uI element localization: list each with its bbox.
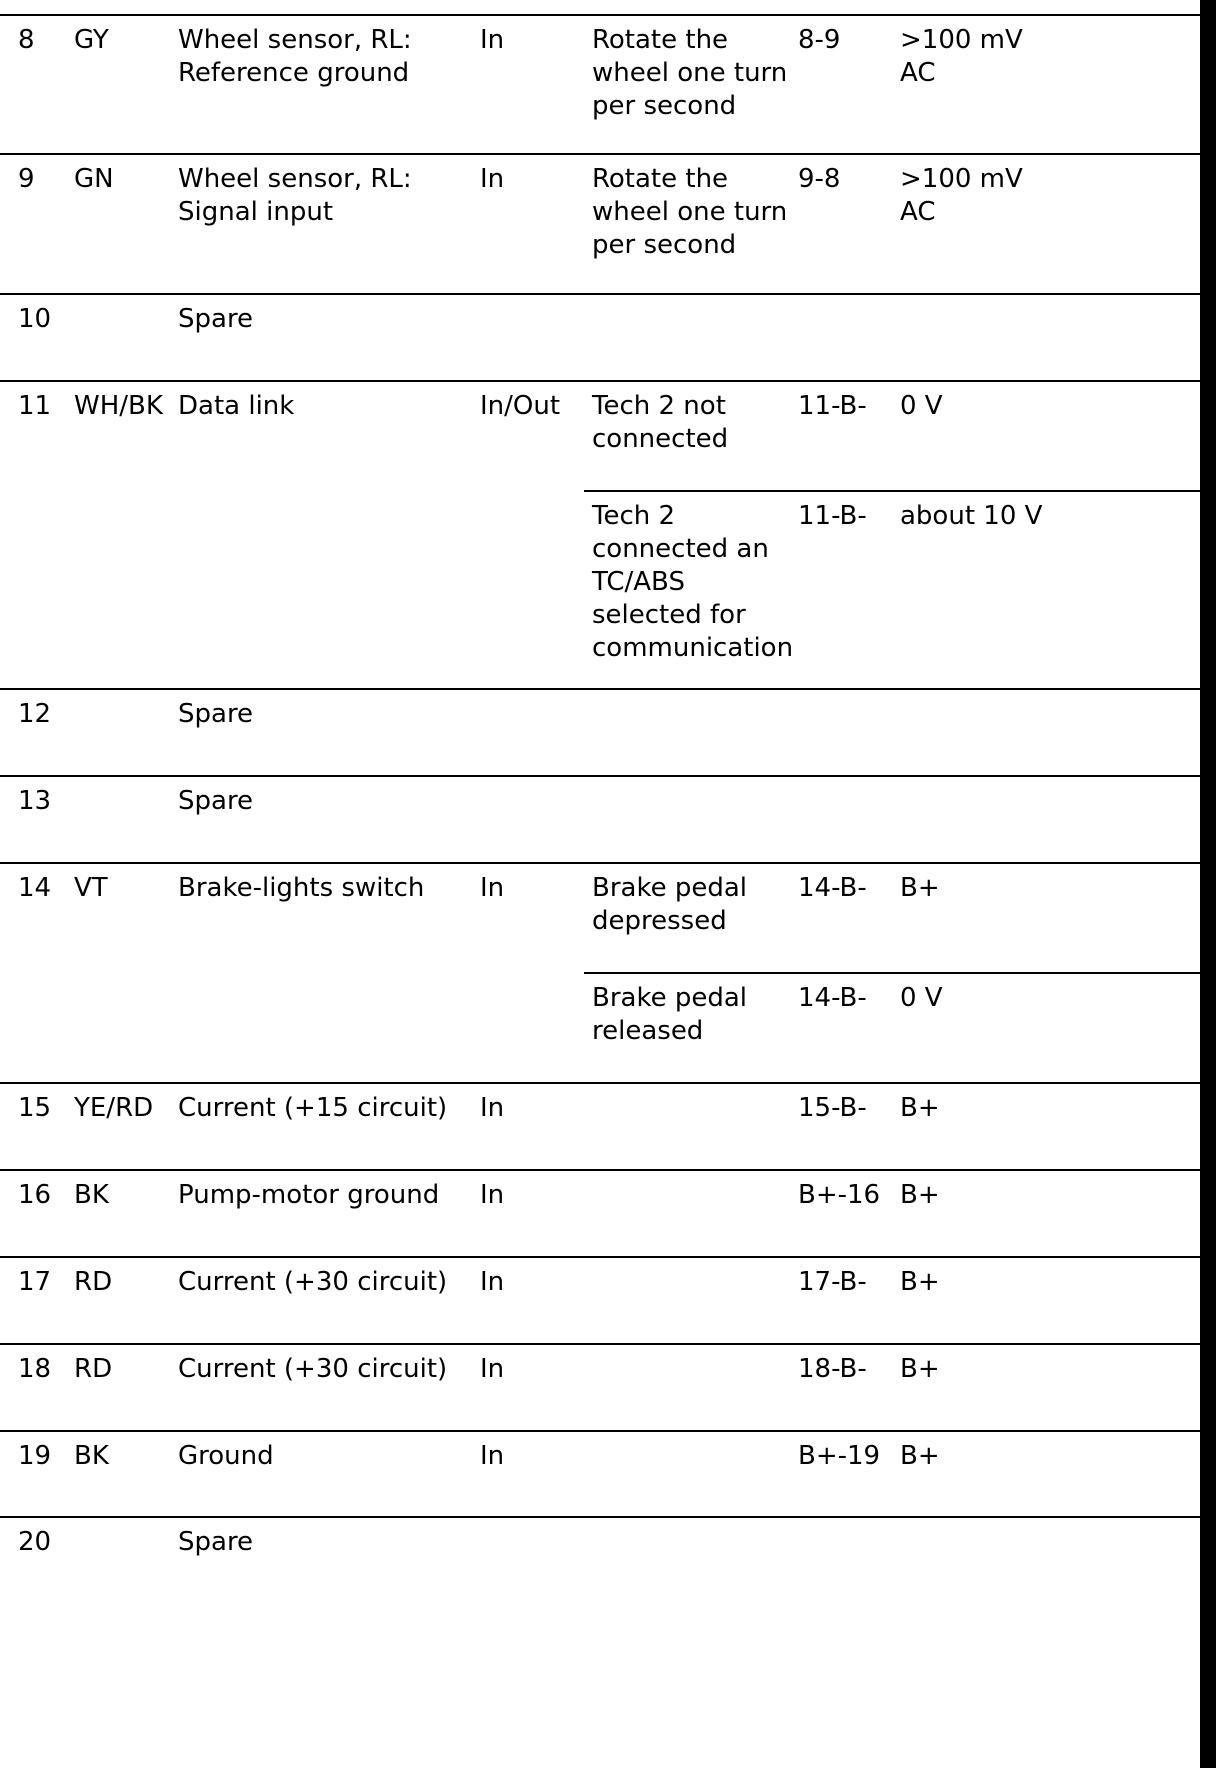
expected-value: B+ [900, 873, 940, 903]
measure-points: 9-8 [798, 164, 841, 194]
pin-number: 14 [18, 873, 52, 903]
pin-number: 12 [18, 699, 52, 729]
measure-points: 8-9 [798, 25, 841, 55]
pin-function: Spare [178, 304, 254, 334]
measure-points: 15-B- [798, 1093, 867, 1123]
expected-value: 0 V [900, 983, 943, 1013]
pin-number: 8 [18, 25, 35, 55]
row-separator [0, 1343, 1200, 1345]
row-separator [0, 775, 1200, 777]
wire-color: RD [74, 1267, 113, 1297]
test-condition: Tech 2 not connected [592, 391, 729, 454]
expected-value: B+ [900, 1180, 940, 1210]
expected-value: B+ [900, 1441, 940, 1471]
signal-direction: In [480, 1093, 505, 1123]
signal-direction: In [480, 1354, 505, 1384]
wire-color: YE/RD [74, 1093, 154, 1123]
signal-direction: In [480, 873, 505, 903]
wire-color: GN [74, 164, 114, 194]
pin-function: Spare [178, 1527, 254, 1557]
pin-function: Data link [178, 391, 295, 421]
measure-points: 17-B- [798, 1267, 867, 1297]
signal-direction: In [480, 1267, 505, 1297]
expected-value: >100 mV AC [900, 164, 1023, 227]
pin-number: 9 [18, 164, 35, 194]
row-separator [0, 1256, 1200, 1258]
wire-color: RD [74, 1354, 113, 1384]
expected-value: B+ [900, 1354, 940, 1384]
pin-function: Current (+15 circuit) [178, 1093, 448, 1123]
test-condition: Brake pedal depressed [592, 873, 748, 936]
pin-function: Ground [178, 1441, 274, 1471]
pin-number: 10 [18, 304, 52, 334]
row-separator [0, 1082, 1200, 1084]
test-condition: Tech 2 connected an TC/ABS selected for communication [592, 501, 794, 663]
pin-function: Current (+30 circuit) [178, 1267, 448, 1297]
pin-function: Brake-lights switch [178, 873, 425, 903]
pin-function: Spare [178, 786, 254, 816]
expected-value: B+ [900, 1267, 940, 1297]
test-separator [584, 972, 1200, 974]
pin-number: 20 [18, 1527, 52, 1557]
wire-color: WH/BK [74, 391, 163, 421]
pin-function: Wheel sensor, RL: Reference ground [178, 25, 412, 88]
row-separator [0, 1516, 1200, 1518]
measure-points: 14-B- [798, 983, 867, 1013]
wire-color: GY [74, 25, 109, 55]
pin-number: 19 [18, 1441, 52, 1471]
measure-points: 11-B- [798, 501, 867, 531]
pin-number: 16 [18, 1180, 52, 1210]
row-separator [0, 1169, 1200, 1171]
row-separator [0, 1430, 1200, 1432]
test-separator [584, 490, 1200, 492]
expected-value: about 10 V [900, 501, 1043, 531]
pin-number: 13 [18, 786, 52, 816]
measure-points: 14-B- [798, 873, 867, 903]
right-edge-bar [1200, 0, 1216, 1768]
pin-number: 17 [18, 1267, 52, 1297]
expected-value: >100 mV AC [900, 25, 1023, 88]
measure-points: B+-19 [798, 1441, 881, 1471]
test-condition: Brake pedal released [592, 983, 748, 1046]
wire-color: BK [74, 1180, 109, 1210]
signal-direction: In/Out [480, 391, 561, 421]
pin-function: Wheel sensor, RL: Signal input [178, 164, 412, 227]
row-separator [0, 862, 1200, 864]
row-separator [0, 14, 1200, 16]
measure-points: 18-B- [798, 1354, 867, 1384]
signal-direction: In [480, 164, 505, 194]
measure-points: B+-16 [798, 1180, 881, 1210]
expected-value: B+ [900, 1093, 940, 1123]
signal-direction: In [480, 1180, 505, 1210]
pin-function: Current (+30 circuit) [178, 1354, 448, 1384]
pin-number: 18 [18, 1354, 52, 1384]
signal-direction: In [480, 25, 505, 55]
pin-number: 15 [18, 1093, 52, 1123]
measure-points: 11-B- [798, 391, 867, 421]
pin-number: 11 [18, 391, 52, 421]
signal-direction: In [480, 1441, 505, 1471]
pin-function: Pump-motor ground [178, 1180, 440, 1210]
wire-color: BK [74, 1441, 109, 1471]
expected-value: 0 V [900, 391, 943, 421]
wire-color: VT [74, 873, 108, 903]
pin-function: Spare [178, 699, 254, 729]
test-condition: Rotate the wheel one turn per second [592, 25, 788, 121]
test-condition: Rotate the wheel one turn per second [592, 164, 788, 260]
row-separator [0, 688, 1200, 690]
row-separator [0, 153, 1200, 155]
row-separator [0, 380, 1200, 382]
row-separator [0, 293, 1200, 295]
